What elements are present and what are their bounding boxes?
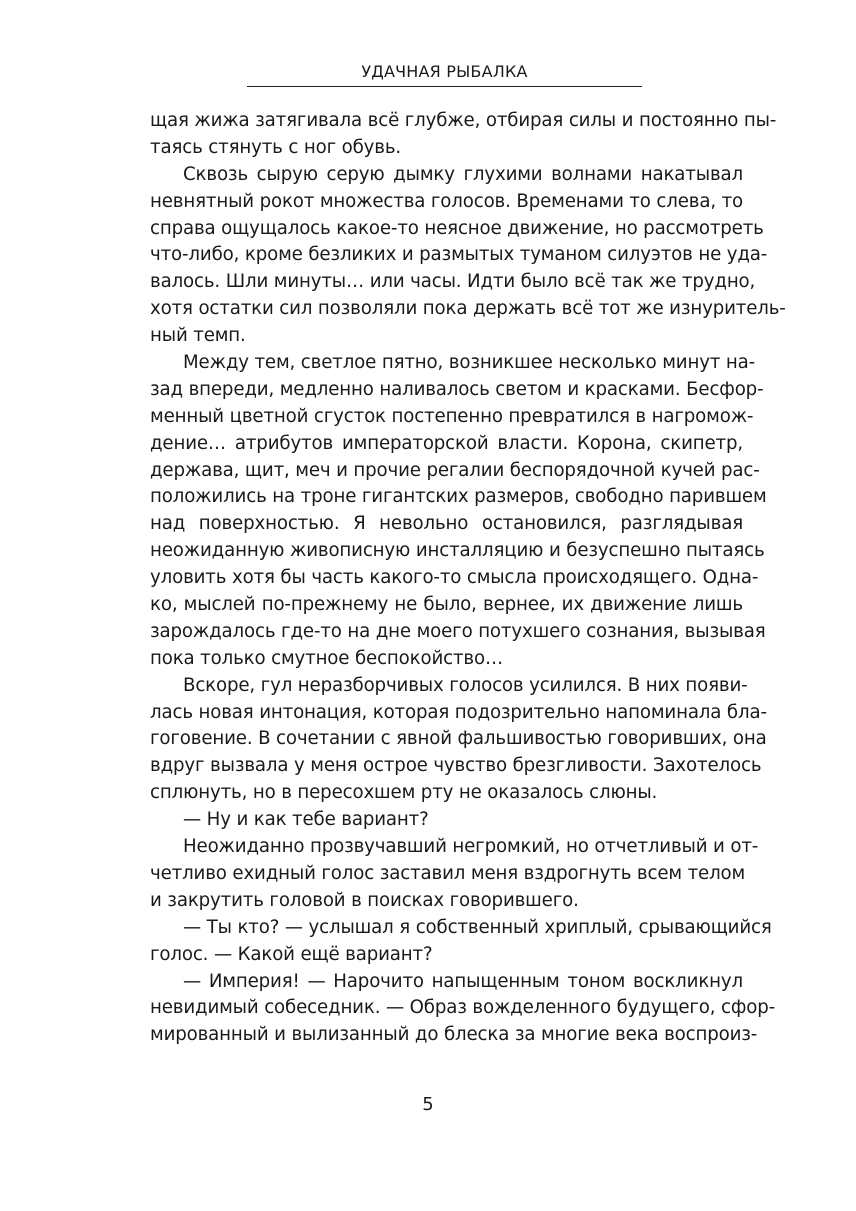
text-line: зад впереди, медленно наливалось светом и красками. Бесфор-	[150, 378, 764, 400]
text-line: положились на троне гигантских размеров, свободно парившем	[150, 486, 767, 508]
text-line: щая жижа затягивала всё глубже, отбирая силы и постоянно пы-	[150, 110, 777, 131]
text-line: ко, мыслей по-прежнему не было, вернее, их движение лишь	[150, 594, 743, 616]
text-line: вдруг вызвала у меня острое чувство брезгливости. Захотелось	[150, 755, 762, 777]
running-header: УДАЧНАЯ РЫБАЛКА	[247, 62, 642, 87]
text-line: невидимый собеседник. — Образ вожделенного будущего, сфор-	[150, 997, 776, 1019]
text-line: голос. — Какой ещё вариант?	[150, 943, 433, 965]
text-line: пока только смутное беспокойство…	[150, 647, 503, 669]
text-line: Неожиданно прозвучавший негромкий, но отчетливый и от-	[183, 836, 759, 858]
text-line: уловить хотя бы часть какого-то смысла происходящего. Одна-	[150, 567, 759, 589]
text-line: лась новая интонация, которая подозрительно напоминала бла-	[150, 701, 767, 723]
text-line: менный цветной сгусток постепенно превратился в нагромож-	[150, 405, 754, 427]
page-number: 5	[422, 1094, 434, 1115]
text-line: над поверхностью. Я невольно остановился, разглядывая	[150, 513, 743, 535]
text-line: справа ощущалось какое-то неясное движение, но рассмотреть	[150, 217, 764, 239]
text-line: Вскоре, гул неразборчивых голосов усилился. В них появи-	[183, 674, 748, 696]
text-line: сплюнуть, но в пересохшем рту не оказалось слюны.	[150, 782, 658, 804]
text-line: держава, щит, меч и прочие регалии беспорядочной кучей рас-	[150, 459, 760, 481]
text-line: — Ну и как тебе вариант?	[183, 809, 429, 831]
text-line: неожиданную живописную инсталляцию и безуспешно пытаясь	[150, 540, 765, 562]
text-line: мированный и вылизанный до блеска за многие века воспроиз-	[150, 1024, 758, 1046]
text-line: дение… атрибутов императорской власти. Корона, скипетр,	[150, 432, 743, 454]
text-line: четливо ехидный голос заставил меня вздрогнуть всем телом	[150, 862, 746, 884]
text-line: хотя остатки сил позволяли пока держать всё тот же изнуритель-	[150, 298, 786, 320]
text-line: невнятный рокот множества голосов. Временами то слева, то	[150, 190, 744, 212]
body-text	[150, 108, 786, 1049]
text-line: Сквозь сырую серую дымку глухими волнами накатывал	[183, 163, 743, 185]
text-line: и закрутить головой в поисках говорившего.	[150, 889, 579, 911]
text-line: гоговение. В сочетании с явной фальшивостью говоривших, она	[150, 728, 767, 750]
text-line: валось. Шли минуты… или часы. Идти было всё так же трудно,	[150, 271, 756, 293]
text-line: — Империя! — Нарочито напыщенным тоном воскликнул	[183, 970, 743, 992]
text-line: таясь стянуть с ног обувь.	[150, 136, 402, 158]
text-line: — Ты кто? — услышал я собственный хриплый, срывающийся	[183, 916, 772, 938]
text-line: Между тем, светлое пятно, возникшее несколько минут на-	[183, 352, 756, 374]
text-line: что-либо, кроме безликих и размытых туманом силуэтов не уда-	[150, 244, 768, 266]
text-line: ный темп.	[150, 325, 246, 347]
text-line: зарождалось где-то на дне моего потухшего сознания, вызывая	[150, 620, 766, 642]
